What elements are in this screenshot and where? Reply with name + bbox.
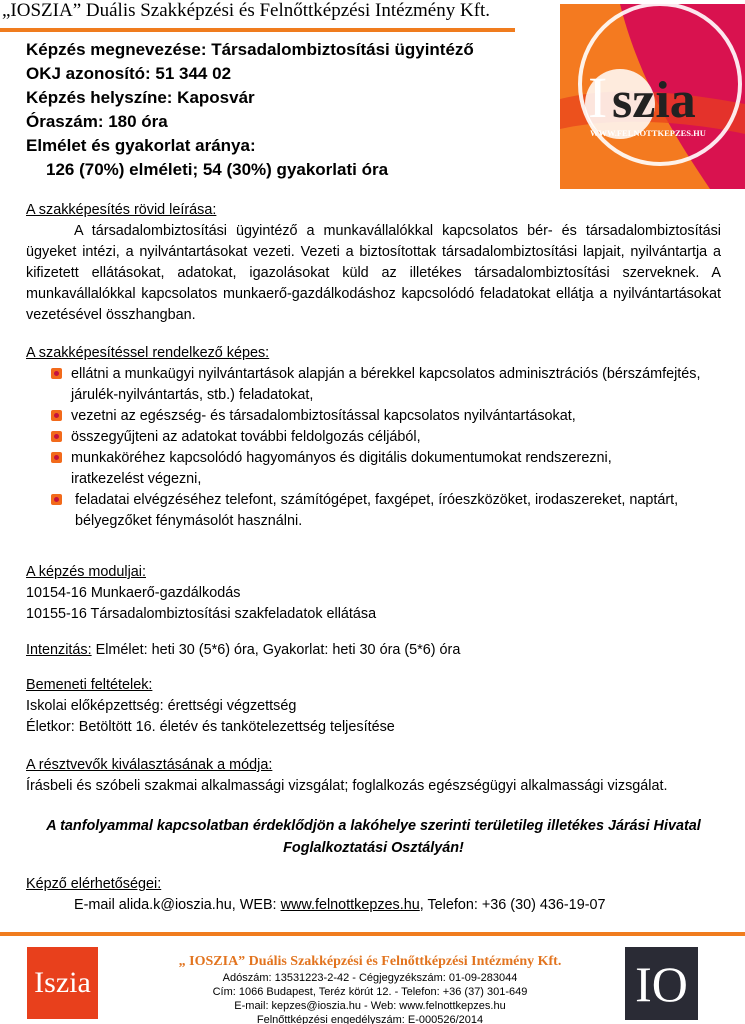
contact-line [26, 895, 721, 916]
list-item-text: összegyűjteni az adatokat további feldolgozás céljából, [71, 429, 421, 445]
bullet-icon [51, 452, 62, 463]
info-training-name: Képzés megnevezése: Társadalombiztosítási ügyintéző [26, 40, 474, 59]
footer-info [120, 953, 620, 1024]
footer-logo-right [625, 947, 698, 1020]
list-item [26, 427, 721, 448]
info-ratio-value: 126 (70%) elméleti; 54 (30%) gyakorlati óra [46, 160, 389, 179]
skills-section [26, 343, 721, 532]
modules-section [26, 562, 721, 625]
intensity-section [26, 640, 721, 661]
bullet-icon [51, 368, 62, 379]
modules-heading: A képzés moduljai: [26, 564, 146, 580]
skills-list [26, 364, 721, 532]
info-okj-id: OKJ azonosító: 51 344 02 [26, 64, 232, 83]
module-item: 10155-16 Társadalombiztosítási szakfeladatok ellátása [26, 606, 377, 622]
svg-text:szia: szia [612, 72, 696, 129]
footer-logo-left [27, 947, 98, 1019]
list-item [26, 406, 721, 427]
footer-line: Cím: 1066 Budapest, Teréz körút 12. - Telefon: +36 (37) 301-649 [212, 986, 528, 998]
description-heading: A szakképesítés rövid leírása: [26, 202, 217, 218]
description-section [26, 200, 721, 326]
intensity-label: Intenzitás: [26, 642, 92, 658]
entry-section [26, 675, 721, 738]
contact-prefix: E-mail alida.k@ioszia.hu, WEB: [74, 897, 281, 913]
bullet-icon [51, 494, 62, 505]
ioszia-logo [560, 4, 745, 189]
svg-text:WWW.FELNOTTKEPZES.HU: WWW.FELNOTTKEPZES.HU [590, 128, 706, 138]
footer-line: Adószám: 13531223-2-42 - Cégjegyzékszám: 01-09-283044 [222, 972, 518, 984]
list-item [26, 364, 721, 406]
list-item-text: munkaköréhez kapcsolódó hagyományos és digitális dokumentumokat rendszerezni, iratkezelést végezni, [71, 450, 612, 487]
contact-heading: Képző elérhetőségei: [26, 876, 162, 892]
footer-logo-right-text: IO [635, 955, 688, 1012]
notice-text: A tanfolyammal kapcsolatban érdeklődjön a lakóhelye szerinti területileg illetékes Járási Hivatal Foglalkoztatási Osztályán! [46, 818, 701, 856]
intensity-text: Elmélet: heti 30 (5*6) óra, Gyakorlat: heti 30 óra (5*6) óra [91, 642, 461, 658]
selection-section [26, 755, 721, 797]
list-item [26, 490, 721, 532]
skills-heading: A szakképesítéssel rendelkező képes: [26, 345, 270, 361]
entry-heading: Bemeneti feltételek: [26, 677, 153, 693]
list-item [26, 448, 721, 490]
footer-line: E-mail: kepzes@ioszia.hu - Web: www.felnottkepzes.hu [234, 1000, 506, 1012]
info-ratio-label: Elmélet és gyakorlat aránya: [26, 136, 256, 155]
header-org-title: „IOSZIA” Duális Szakképzési és Felnőttképzési Intézmény Kft. [2, 0, 491, 21]
module-item: 10154-16 Munkaerő-gazdálkodás [26, 585, 241, 601]
bullet-icon [51, 431, 62, 442]
entry-item: Iskolai előképzettség: érettségi végzettség [26, 698, 297, 714]
info-location: Képzés helyszíne: Kaposvár [26, 88, 255, 107]
footer-org-name: „ IOSZIA” Duális Szakképzési és Felnőttképzési Intézmény Kft. [178, 954, 562, 969]
contact-section [26, 874, 721, 916]
header-divider [0, 28, 515, 32]
selection-heading: A résztvevők kiválasztásának a módja: [26, 757, 273, 773]
selection-text: Írásbeli és szóbeli szakmai alkalmassági vizsgálat; foglalkozás egészségügyi alkalmassági vizsgálat. [26, 778, 668, 794]
list-item-text: feladatai elvégzéséhez telefont, számítógépet, faxgépet, íróeszközöket, irodaszereket, naptárt, bélyegzőket fénymásolót használni. [75, 492, 679, 529]
footer-line: Felnőttképzési engedélyszám: E-000526/2014 [256, 1014, 484, 1024]
description-text: A társadalombiztosítási ügyintéző a munkavállalókkal kapcsolatos bér- és társadalombiztosítási ügyeket intézi, a nyilvántartásokat vezeti. Vezeti a biztosítottak társadalombiztosítási lapjait, nyilvántartja a kifizetett ellátásokat, adatokat, igazolásokat küld az illetékes társadalombiztosítási szerveknek. A munkavállalókkal kapcsolatos munkaerő-gazdálkodáshoz kapcsolódó feladatokat ellátja a nyilvántartásokat vezetésével összhangban. [26, 223, 721, 323]
list-item-text: vezetni az egészség- és társadalombiztosítással kapcsolatos nyilvántartásokat, [71, 408, 576, 424]
list-item-text: ellátni a munkaügyi nyilvántartások alapján a bérekkel kapcsolatos adminisztrációs (bérszámfejtés, járulék-nyilvántartás, stb.) feladatokat, [71, 366, 701, 403]
website-link[interactable]: www.felnottkepzes.hu [280, 897, 420, 913]
info-hours: Óraszám: 180 óra [26, 112, 168, 131]
bullet-icon [51, 410, 62, 421]
entry-item: Életkor: Betöltött 16. életév és tankötelezettség teljesítése [26, 719, 395, 735]
training-info [26, 38, 551, 182]
contact-suffix: , Telefon: +36 (30) 436-19-07 [419, 897, 606, 913]
footer-logo-left-text: Iszia [34, 966, 91, 999]
document-body [26, 200, 721, 916]
footer-divider [0, 932, 745, 936]
svg-text:I: I [588, 65, 608, 130]
